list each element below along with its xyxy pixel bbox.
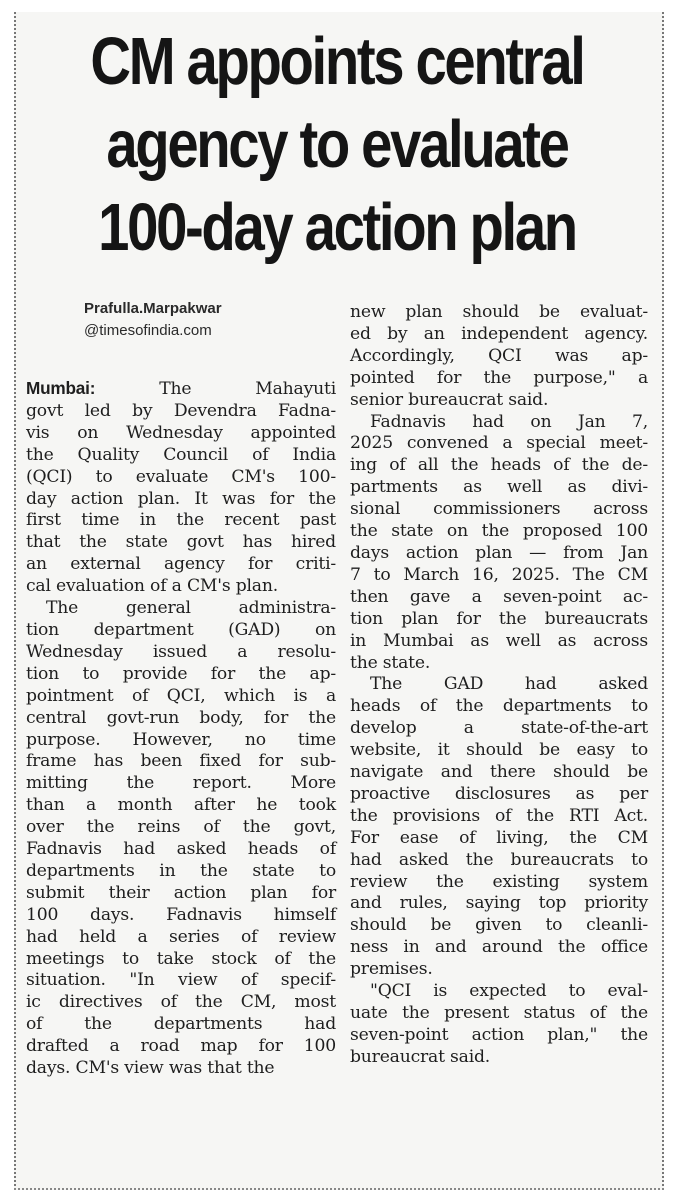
article-line: ing of all the heads of the de- bbox=[350, 455, 648, 476]
headline-line-1: CM appoints central bbox=[90, 24, 584, 99]
article-line: had held a series of review bbox=[26, 926, 336, 947]
article-line: website, it should be easy to bbox=[350, 740, 648, 761]
article-line: in Mumbai as well as across bbox=[350, 630, 648, 651]
article-line: tion to provide for the ap- bbox=[26, 663, 336, 684]
article-line: than a month after he took bbox=[26, 795, 336, 816]
article-line: The GAD had asked bbox=[370, 674, 648, 695]
article-line: heads of the departments to bbox=[350, 696, 648, 717]
article-line: tion plan for the bureaucrats bbox=[350, 608, 648, 629]
article-line: pointment of QCI, which is a bbox=[26, 685, 336, 706]
article-line: and rules, saying top priority bbox=[350, 893, 648, 914]
article-line: central govt-run body, for the bbox=[26, 707, 336, 728]
right-dotted-border bbox=[662, 12, 664, 1190]
article-line: senior bureaucrat said. bbox=[350, 389, 549, 410]
article-line: ness in and around the office bbox=[350, 937, 648, 958]
article-line: partments as well as divi- bbox=[350, 477, 648, 498]
article-line: that the state govt has hired bbox=[26, 532, 336, 553]
article-line: tion department (GAD) on bbox=[26, 619, 336, 640]
article-line: should be given to cleanli- bbox=[350, 915, 648, 936]
article-line: Accordingly, QCI was ap- bbox=[350, 345, 648, 366]
article-line bbox=[26, 378, 336, 401]
article-line: (QCI) to evaluate CM's 100- bbox=[26, 466, 336, 487]
article-line: uate the present status of the bbox=[350, 1003, 648, 1023]
article-line: premises. bbox=[350, 959, 433, 980]
author-handle: @timesofindia.com bbox=[84, 322, 212, 339]
article-line: navigate and there should be bbox=[350, 762, 648, 783]
article-line: day action plan. It was for the bbox=[26, 488, 336, 509]
article-line: meetings to take stock of the bbox=[26, 948, 336, 969]
article-line: 7 to March 16, 2025. The CM bbox=[350, 564, 648, 585]
headline bbox=[54, 20, 620, 269]
article-line: ed by an independent agency. bbox=[350, 323, 648, 344]
article-line: drafted a road map for 100 bbox=[26, 1036, 336, 1057]
article-line: the state on the proposed 100 bbox=[350, 521, 648, 542]
article-line: first time in the recent past bbox=[26, 510, 336, 531]
article-line: purpose. However, no time bbox=[26, 729, 336, 750]
article-line: the provisions of the RTI Act. bbox=[350, 805, 648, 826]
article-line: days. CM's view was that the bbox=[26, 1058, 275, 1079]
dateline: Mumbai: bbox=[26, 378, 96, 398]
article-line: develop a state-of-the-art bbox=[350, 718, 648, 739]
article-line: over the reins of the govt, bbox=[26, 817, 336, 838]
article-column-1 bbox=[26, 378, 336, 1080]
article-line: Fadnavis had on Jan 7, bbox=[370, 411, 648, 432]
article-line: had asked the bureaucrats to bbox=[350, 849, 648, 870]
article-line: mitting the report. More bbox=[26, 773, 336, 794]
article-line: Fadnavis had asked heads of bbox=[26, 839, 336, 860]
article-line: vis on Wednesday appointed bbox=[26, 422, 336, 443]
article-line: 2025 convened a special meet- bbox=[350, 433, 648, 454]
article-line: situation. "In view of specif- bbox=[26, 970, 336, 991]
article-line: departments in the state to bbox=[26, 860, 336, 881]
lead-text: The Mahayuti bbox=[95, 379, 336, 399]
article-line: review the existing system bbox=[350, 871, 648, 892]
article-line: days action plan — from Jan bbox=[350, 542, 648, 563]
byline bbox=[84, 298, 222, 342]
article-line: the Quality Council of India bbox=[26, 444, 336, 465]
article-line: proactive disclosures as per bbox=[350, 783, 648, 804]
article-line: bureaucrat said. bbox=[350, 1046, 491, 1067]
article-line: cal evaluation of a CM's plan. bbox=[26, 576, 278, 597]
headline-line-2: agency to evaluate bbox=[106, 107, 568, 182]
article-line: sional commissioners across bbox=[350, 499, 648, 520]
article-line: For ease of living, the CM bbox=[350, 827, 648, 848]
article-line: 100 days. Fadnavis himself bbox=[26, 904, 336, 925]
article-line: an external agency for criti- bbox=[26, 554, 336, 575]
article-line: ic directives of the CM, most bbox=[26, 992, 336, 1013]
article-column-2 bbox=[350, 302, 648, 1069]
bottom-dotted-border bbox=[14, 1188, 664, 1190]
article-line: then gave a seven-point ac- bbox=[350, 586, 648, 607]
article-line: Wednesday issued a resolu- bbox=[26, 641, 336, 662]
article-line: govt led by Devendra Fadna- bbox=[26, 400, 336, 421]
author-name: Prafulla.Marpakwar bbox=[84, 300, 222, 317]
article-line: of the departments had bbox=[26, 1014, 336, 1035]
headline-line-3: 100-day action plan bbox=[98, 190, 576, 265]
article-line: submit their action plan for bbox=[26, 882, 336, 903]
article-line: The general administra- bbox=[46, 598, 336, 619]
article-line: the state. bbox=[350, 652, 431, 673]
article-line: seven-point action plan," the bbox=[350, 1024, 648, 1045]
article-line: "QCI is expected to eval- bbox=[370, 981, 648, 1002]
article-line: frame has been fixed for sub- bbox=[26, 751, 336, 772]
article-line: pointed for the purpose," a bbox=[350, 367, 648, 388]
article-line: new plan should be evaluat- bbox=[350, 302, 648, 322]
left-dotted-border bbox=[14, 12, 16, 1190]
